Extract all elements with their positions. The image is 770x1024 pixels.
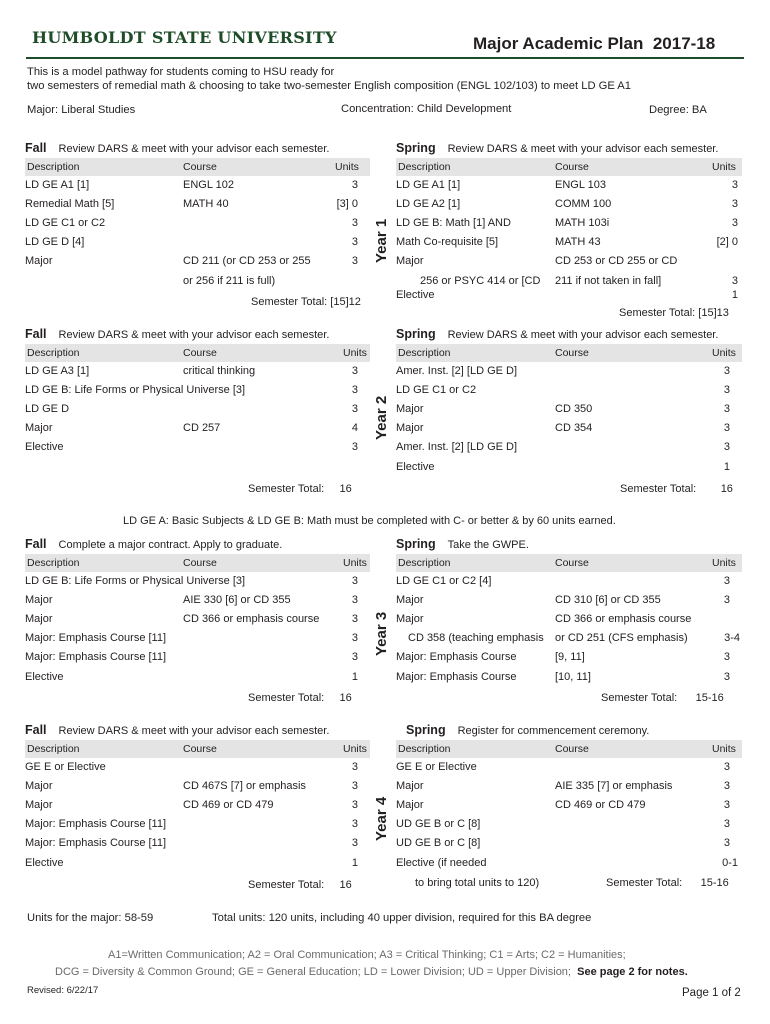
course-row <box>25 780 370 799</box>
col-course: Course <box>555 161 589 173</box>
row-desc: Major <box>25 594 53 606</box>
row-desc: Remedial Math [5] <box>25 198 115 210</box>
row-desc: Major <box>396 255 424 267</box>
course-row <box>25 198 370 217</box>
col-course: Course <box>555 347 589 359</box>
row-units: 3 <box>723 594 730 606</box>
course-row <box>396 179 742 198</box>
row-desc: Major <box>396 780 424 792</box>
col-units: Units <box>343 557 367 569</box>
row-desc: Major <box>25 613 53 625</box>
course-row <box>396 857 742 876</box>
row-desc: UD GE B or C [8] <box>396 837 481 849</box>
course-row <box>396 441 742 460</box>
row-course: or 256 if 211 is full) <box>183 275 276 287</box>
term-label: Spring <box>396 537 436 551</box>
row-course: MATH 40 <box>183 198 229 210</box>
row-course: MATH 43 <box>555 236 601 248</box>
row-units: 3 <box>723 575 730 587</box>
term-note: Review DARS & meet with your advisor each semester. <box>447 143 719 155</box>
year4-spring <box>396 723 742 895</box>
row-units: 3 <box>723 365 730 377</box>
row-desc: LD GE C1 or C2 <box>25 217 106 229</box>
course-row <box>396 384 742 403</box>
row-units: 3 <box>351 403 358 415</box>
row-desc: LD GE A2 [1] <box>396 198 461 210</box>
semester-total-value: 16 <box>339 483 352 495</box>
year-label: Year 2 <box>373 395 390 440</box>
row-desc: Math Co-requisite [5] <box>396 236 499 248</box>
course-row <box>25 236 370 255</box>
row-units: 3 <box>723 651 730 663</box>
row-course: CD 467S [7] or emphasis <box>183 780 306 792</box>
course-row <box>396 217 742 236</box>
year-label: Year 3 <box>373 611 390 656</box>
semester-total-label: Semester Total: <box>248 483 325 495</box>
gpa-requirement-note: LD GE A: Basic Subjects & LD GE B: Math must be completed with C- or better & by 60 units earned. <box>123 515 616 527</box>
semester-total-value: 16 <box>339 692 352 704</box>
course-row <box>396 255 742 274</box>
row-desc: Major: Emphasis Course [11] <box>25 837 167 849</box>
col-units: Units <box>712 743 736 755</box>
row-course: CD 469 or CD 479 <box>555 799 646 811</box>
row-units: 3 <box>351 594 358 606</box>
course-row <box>396 671 742 690</box>
course-row <box>25 365 370 384</box>
col-course: Course <box>183 347 217 359</box>
row-desc: Major: Emphasis Course [11] <box>25 818 167 830</box>
course-row <box>25 422 370 441</box>
row-desc: Major: Emphasis Course <box>396 651 517 663</box>
row-course: 211 if not taken in fall] <box>555 275 662 287</box>
course-row <box>396 632 742 651</box>
row-course: MATH 103i <box>555 217 610 229</box>
row-desc: Major <box>25 422 53 434</box>
semester-total-value: 15-16 <box>695 692 724 704</box>
row-units: 3 <box>731 179 738 191</box>
term-note: Register for commencement ceremony. <box>457 725 650 737</box>
row-desc: LD GE D [4] <box>25 236 85 248</box>
row-course: AIE 335 [7] or emphasis <box>555 780 673 792</box>
course-row <box>25 761 370 780</box>
row-units: 3 <box>351 441 358 453</box>
revised-date: Revised: 6/22/17 <box>27 985 99 996</box>
course-row <box>396 289 742 308</box>
col-units: Units <box>343 347 367 359</box>
row-units: 3 <box>351 575 358 587</box>
row-course: [10, 11] <box>555 671 591 683</box>
year3-fall <box>25 537 370 709</box>
semester-total-label: Semester Total: <box>248 692 325 704</box>
col-units: Units <box>343 743 367 755</box>
row-desc: LD GE A3 [1] <box>25 365 90 377</box>
row-course: CD 469 or CD 479 <box>183 799 274 811</box>
course-row <box>396 403 742 422</box>
semester-total <box>248 879 352 891</box>
row-desc: 256 or PSYC 414 or [CD <box>420 275 541 287</box>
concentration-label: Concentration: Child Development <box>341 103 512 115</box>
row-desc: Major: Emphasis Course [11] <box>25 651 167 663</box>
row-desc: Elective (if needed <box>396 857 487 869</box>
row-units: 3 <box>723 799 730 811</box>
row-course: CD 253 or CD 255 or CD <box>555 255 678 267</box>
row-desc: UD GE B or C [8] <box>396 818 481 830</box>
year4-fall <box>25 723 370 895</box>
plan-year: 2017-18 <box>652 34 716 53</box>
row-units: 3 <box>351 837 358 849</box>
major-units: Units for the major: 58-59 <box>27 912 154 924</box>
row-desc: GE E or Elective <box>25 761 106 773</box>
row-desc: LD GE D <box>25 403 70 415</box>
header-rule <box>26 57 744 59</box>
course-row <box>25 671 370 690</box>
row-desc: Elective <box>25 671 64 683</box>
term-note: Review DARS & meet with your advisor each semester. <box>58 143 330 155</box>
row-units: 3 <box>351 818 358 830</box>
term-label: Spring <box>406 723 446 737</box>
row-units: 3 <box>351 761 358 773</box>
row-desc: Major: Emphasis Course <box>396 671 517 683</box>
col-units: Units <box>335 161 359 173</box>
row-desc: LD GE A1 [1] <box>396 179 461 191</box>
col-course: Course <box>555 743 589 755</box>
year2-fall <box>25 327 370 499</box>
row-course: CD 310 [6] or CD 355 <box>555 594 661 606</box>
row-course: COMM 100 <box>555 198 612 210</box>
course-row <box>396 651 742 670</box>
row-course: CD 354 <box>555 422 593 434</box>
row-desc: Elective <box>396 289 435 301</box>
row-units: 3 <box>351 651 358 663</box>
course-row <box>25 651 370 670</box>
course-row <box>25 632 370 651</box>
row-desc: Major <box>396 594 424 606</box>
row-desc: LD GE C1 or C2 <box>396 384 477 396</box>
row-desc: LD GE A1 [1] <box>25 179 90 191</box>
total-units: Total units: 120 units, including 40 upper division, required for this BA degree <box>212 912 592 924</box>
course-row <box>396 799 742 818</box>
course-row <box>396 594 742 613</box>
semester-total <box>606 877 729 889</box>
semester-total <box>601 692 724 704</box>
col-course: Course <box>555 557 589 569</box>
row-units: 1 <box>351 857 358 869</box>
course-row <box>396 198 742 217</box>
course-row <box>396 818 742 837</box>
page-title <box>473 34 715 54</box>
col-units: Units <box>712 161 736 173</box>
university-logo: HUMBOLDT STATE UNIVERSITY <box>32 28 337 47</box>
course-row <box>25 857 370 876</box>
course-row <box>25 799 370 818</box>
semester-total <box>619 307 729 319</box>
row-desc: Amer. Inst. [2] [LD GE D] <box>396 365 518 377</box>
row-units: 3 <box>351 799 358 811</box>
row-units: 3 <box>723 422 730 434</box>
row-desc: Major <box>396 799 424 811</box>
semester-total-label: Semester Total: <box>601 692 678 704</box>
row-units: 3 <box>351 365 358 377</box>
row-units: 3 <box>731 217 738 229</box>
semester-total-label: Semester Total: <box>619 307 696 319</box>
col-course: Course <box>183 161 217 173</box>
row-units: 4 <box>351 422 358 434</box>
col-units: Units <box>712 347 736 359</box>
term-label: Fall <box>25 537 47 551</box>
semester-total <box>248 483 352 495</box>
row-units: 3 <box>723 403 730 415</box>
semester-total <box>251 296 361 308</box>
term-label: Fall <box>25 723 47 737</box>
term-label: Spring <box>396 327 436 341</box>
row-desc: Major: Emphasis Course [11] <box>25 632 167 644</box>
row-desc: GE E or Elective <box>396 761 477 773</box>
col-description: Description <box>398 161 451 173</box>
plan-title-text: Major Academic Plan <box>473 34 644 53</box>
row-units: 3 <box>723 818 730 830</box>
row-desc: LD GE B: Math [1] AND <box>396 217 511 229</box>
row-desc: Major <box>25 255 53 267</box>
col-course: Course <box>183 743 217 755</box>
course-row <box>25 255 370 274</box>
col-description: Description <box>27 347 80 359</box>
row-units: 3 <box>723 671 730 683</box>
course-row <box>25 275 370 294</box>
term-note: Review DARS & meet with your advisor each semester. <box>58 725 330 737</box>
row-desc: Major <box>396 613 424 625</box>
row-units: [2] 0 <box>716 236 738 248</box>
term-label: Spring <box>396 141 436 155</box>
year-label: Year 4 <box>373 796 390 841</box>
course-row <box>396 365 742 384</box>
row-course: CD 366 or emphasis course <box>555 613 692 625</box>
row-desc: Major <box>25 780 53 792</box>
row-course: AIE 330 [6] or CD 355 <box>183 594 291 606</box>
term-label: Fall <box>25 141 47 155</box>
course-row <box>396 761 742 780</box>
course-row <box>25 217 370 236</box>
course-row <box>396 422 742 441</box>
legend-line-2-text: DCG = Diversity & Common Ground; GE = General Education; LD = Lower Division; UD = Upper Division; <box>55 966 571 978</box>
semester-total-value: [15]13 <box>698 307 729 319</box>
course-row <box>396 613 742 632</box>
row-desc: LD GE B: Life Forms or Physical Universe [3] <box>25 384 246 396</box>
row-units: [3] 0 <box>336 198 358 210</box>
col-units: Units <box>712 557 736 569</box>
course-row <box>396 837 742 856</box>
row-desc: Elective <box>25 441 64 453</box>
row-desc: Elective <box>396 461 435 473</box>
course-row <box>25 594 370 613</box>
row-units: 3 <box>351 613 358 625</box>
year2-spring <box>396 327 742 499</box>
course-row <box>25 384 370 403</box>
course-row <box>25 179 370 198</box>
row-desc: CD 358 (teaching emphasis <box>408 632 544 644</box>
row-units: 3 <box>723 837 730 849</box>
major-label: Major: Liberal Studies <box>27 104 136 116</box>
row-desc: Major <box>396 422 424 434</box>
course-row <box>25 441 370 460</box>
intro-line-1: This is a model pathway for students coming to HSU ready for <box>27 66 335 78</box>
row-units: 3 <box>723 441 730 453</box>
semester-total-label: Semester Total: <box>606 877 683 889</box>
row-course: ENGL 103 <box>555 179 606 191</box>
row-units: 3 <box>723 761 730 773</box>
degree-label: Degree: BA <box>649 104 707 116</box>
row-units: 3-4 <box>724 632 740 644</box>
semester-total-value: 16 <box>720 483 733 495</box>
legend-line-1: A1=Written Communication; A2 = Oral Communication; A3 = Critical Thinking; C1 = Arts; C2 = Humanities; <box>108 949 626 961</box>
row-course: CD 211 (or CD 253 or 255 <box>183 255 311 267</box>
see-page-2-note: See page 2 for notes. <box>577 966 688 978</box>
row-course: or CD 251 (CFS emphasis) <box>555 632 688 644</box>
intro-line-2: two semesters of remedial math & choosing to take two-semester English composition (ENGL 102/103) to meet LD GE A1 <box>27 80 631 92</box>
row-course: [9, 11] <box>555 651 585 663</box>
course-row <box>396 780 742 799</box>
row-desc: LD GE C1 or C2 [4] <box>396 575 492 587</box>
row-desc: Amer. Inst. [2] [LD GE D] <box>396 441 518 453</box>
row-units: 3 <box>723 384 730 396</box>
semester-total-value: 15-16 <box>700 877 729 889</box>
semester-total-label: Semester Total: <box>251 296 328 308</box>
col-description: Description <box>27 161 80 173</box>
row-course: CD 257 <box>183 422 221 434</box>
col-description: Description <box>398 743 451 755</box>
course-row <box>25 575 370 594</box>
year3-spring <box>396 537 742 709</box>
col-description: Description <box>398 557 451 569</box>
row-units: 3 <box>351 384 358 396</box>
row-course: ENGL 102 <box>183 179 234 191</box>
year1-fall <box>25 141 370 313</box>
term-note: Review DARS & meet with your advisor each semester. <box>58 329 330 341</box>
row-units: 3 <box>351 632 358 644</box>
col-description: Description <box>27 743 80 755</box>
row-units: 3 <box>351 255 358 267</box>
row-desc: Major <box>25 799 53 811</box>
term-note: Review DARS & meet with your advisor each semester. <box>447 329 719 341</box>
row-units: 1 <box>351 671 358 683</box>
semester-total <box>248 692 352 704</box>
row-units: 3 <box>723 780 730 792</box>
year1-spring <box>396 141 742 321</box>
row-units: 3 <box>731 198 738 210</box>
col-course: Course <box>183 557 217 569</box>
term-label: Fall <box>25 327 47 341</box>
term-note: Complete a major contract. Apply to graduate. <box>58 539 283 551</box>
row-course: critical thinking <box>183 365 256 377</box>
page-number: Page 1 of 2 <box>682 987 741 999</box>
year-label: Year 1 <box>373 218 390 263</box>
row-units: 3 <box>351 236 358 248</box>
col-description: Description <box>27 557 80 569</box>
course-row <box>25 837 370 856</box>
row-units: 1 <box>723 461 730 473</box>
course-row <box>25 613 370 632</box>
row-desc: Major <box>396 403 424 415</box>
row-course: CD 366 or emphasis course <box>183 613 320 625</box>
course-row <box>396 236 742 255</box>
row-desc: to bring total units to 120) <box>415 877 540 889</box>
course-row <box>396 575 742 594</box>
row-units: 3 <box>351 179 358 191</box>
row-units: 1 <box>731 289 738 301</box>
row-units: 3 <box>351 780 358 792</box>
row-desc: LD GE B: Life Forms or Physical Universe [3] <box>25 575 246 587</box>
col-description: Description <box>398 347 451 359</box>
semester-total-label: Semester Total: <box>248 879 325 891</box>
term-note: Take the GWPE. <box>447 539 529 551</box>
course-row <box>25 818 370 837</box>
semester-total-value: 16 <box>339 879 352 891</box>
row-course: CD 350 <box>555 403 593 415</box>
course-row <box>396 461 742 480</box>
row-desc: Elective <box>25 857 64 869</box>
legend-line-2 <box>55 966 688 978</box>
row-units: 3 <box>351 217 358 229</box>
course-row <box>25 403 370 422</box>
row-units: 0-1 <box>722 857 738 869</box>
semester-total-label: Semester Total: <box>620 483 697 495</box>
row-units: 3 <box>731 275 738 287</box>
semester-total <box>620 483 733 495</box>
semester-total-value: [15]12 <box>330 296 361 308</box>
